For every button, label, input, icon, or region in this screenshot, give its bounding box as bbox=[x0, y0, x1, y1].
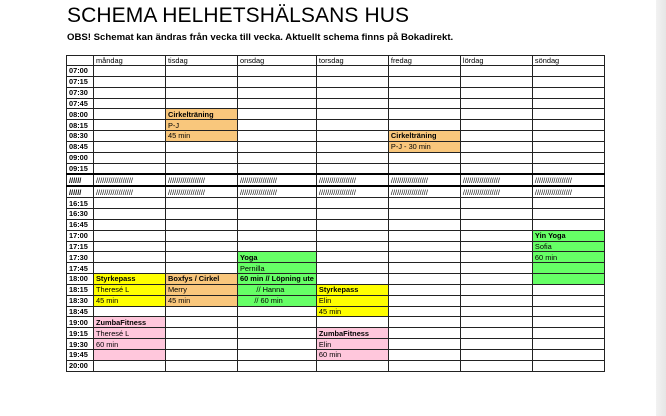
empty-cell bbox=[388, 76, 460, 87]
time-cell: 16:15 bbox=[67, 198, 94, 209]
class-cell: Theresé L bbox=[94, 284, 166, 295]
table-row bbox=[67, 198, 605, 209]
empty-cell bbox=[238, 219, 317, 230]
table-row bbox=[67, 284, 605, 295]
class-cell: ZumbaFitness bbox=[316, 328, 388, 339]
empty-cell bbox=[166, 230, 238, 241]
empty-cell bbox=[316, 252, 388, 263]
class-cell: 45 min bbox=[166, 295, 238, 306]
time-cell: 19:45 bbox=[67, 349, 94, 360]
table-row bbox=[67, 252, 605, 263]
empty-cell bbox=[166, 306, 238, 317]
time-cell: 08:45 bbox=[67, 141, 94, 152]
empty-cell bbox=[532, 76, 604, 87]
class-cell: Elin bbox=[316, 339, 388, 350]
time-cell: 18:15 bbox=[67, 284, 94, 295]
empty-cell bbox=[94, 306, 166, 317]
empty-cell bbox=[388, 306, 460, 317]
empty-cell bbox=[94, 131, 166, 142]
empty-cell bbox=[316, 163, 388, 174]
empty-cell bbox=[238, 120, 317, 131]
empty-cell bbox=[166, 198, 238, 209]
class-cell: ZumbaFitness bbox=[94, 317, 166, 328]
empty-cell bbox=[166, 76, 238, 87]
empty-cell bbox=[460, 141, 532, 152]
table-row bbox=[67, 163, 605, 174]
break-cell: ////////////////// bbox=[94, 174, 166, 186]
table-row bbox=[67, 263, 605, 274]
empty-cell bbox=[388, 98, 460, 109]
table-row bbox=[67, 274, 605, 285]
empty-cell bbox=[388, 163, 460, 174]
empty-cell bbox=[388, 66, 460, 77]
empty-cell bbox=[388, 109, 460, 120]
empty-cell bbox=[238, 109, 317, 120]
empty-cell bbox=[460, 360, 532, 371]
empty-cell bbox=[94, 163, 166, 174]
time-cell: 07:00 bbox=[67, 66, 94, 77]
header-corner bbox=[67, 56, 94, 66]
time-cell: 09:15 bbox=[67, 163, 94, 174]
class-cell: Cirkelträning bbox=[388, 131, 460, 142]
empty-cell bbox=[532, 317, 604, 328]
empty-cell bbox=[238, 339, 317, 350]
table-row bbox=[67, 339, 605, 350]
empty-cell bbox=[238, 306, 317, 317]
empty-cell bbox=[460, 208, 532, 219]
table-row bbox=[67, 219, 605, 230]
empty-cell bbox=[532, 328, 604, 339]
empty-cell bbox=[460, 198, 532, 209]
empty-cell bbox=[388, 339, 460, 350]
empty-cell bbox=[316, 66, 388, 77]
empty-cell bbox=[532, 306, 604, 317]
break-cell: ////////////////// bbox=[388, 174, 460, 186]
empty-cell bbox=[460, 163, 532, 174]
empty-cell bbox=[532, 339, 604, 350]
empty-cell bbox=[316, 98, 388, 109]
class-cell: Theresé L bbox=[94, 328, 166, 339]
empty-cell bbox=[166, 339, 238, 350]
empty-cell bbox=[94, 230, 166, 241]
empty-cell bbox=[166, 66, 238, 77]
empty-cell bbox=[94, 120, 166, 131]
empty-cell bbox=[388, 87, 460, 98]
empty-cell bbox=[388, 230, 460, 241]
break-cell: ////////////////// bbox=[166, 186, 238, 197]
empty-cell bbox=[238, 208, 317, 219]
class-cell: Yin Yoga bbox=[532, 230, 604, 241]
time-cell: 19:00 bbox=[67, 317, 94, 328]
empty-cell bbox=[316, 198, 388, 209]
empty-cell bbox=[532, 219, 604, 230]
table-row bbox=[67, 241, 605, 252]
break-cell: ////////////////// bbox=[238, 186, 317, 197]
empty-cell bbox=[166, 252, 238, 263]
empty-cell bbox=[532, 120, 604, 131]
time-cell: 18:00 bbox=[67, 274, 94, 285]
break-cell: ////////////////// bbox=[238, 174, 317, 186]
class-cell: 60 min bbox=[532, 252, 604, 263]
empty-cell bbox=[460, 152, 532, 163]
time-cell: 17:00 bbox=[67, 230, 94, 241]
table-row bbox=[67, 208, 605, 219]
class-cell: 60 min bbox=[94, 339, 166, 350]
class-cell: Styrkepass bbox=[94, 274, 166, 285]
empty-cell bbox=[316, 219, 388, 230]
empty-cell bbox=[316, 76, 388, 87]
empty-cell bbox=[388, 198, 460, 209]
empty-cell bbox=[238, 131, 317, 142]
empty-cell bbox=[388, 120, 460, 131]
class-cell: P-J bbox=[166, 120, 238, 131]
empty-cell bbox=[238, 328, 317, 339]
empty-cell bbox=[388, 295, 460, 306]
empty-cell bbox=[94, 241, 166, 252]
empty-cell bbox=[460, 295, 532, 306]
class-cell: Pernilla bbox=[238, 263, 317, 274]
break-cell: ////////////////// bbox=[532, 174, 604, 186]
break-cell: ////////////////// bbox=[316, 186, 388, 197]
empty-cell bbox=[388, 274, 460, 285]
time-cell: 16:30 bbox=[67, 208, 94, 219]
table-row bbox=[67, 230, 605, 241]
table-row bbox=[67, 66, 605, 77]
class-cell: Elin bbox=[316, 295, 388, 306]
table-row bbox=[67, 98, 605, 109]
break-cell: ////////////////// bbox=[166, 174, 238, 186]
table-row bbox=[67, 317, 605, 328]
day-header-6: söndag bbox=[532, 56, 604, 66]
empty-cell bbox=[238, 87, 317, 98]
empty-cell bbox=[316, 274, 388, 285]
empty-cell bbox=[316, 131, 388, 142]
empty-cell bbox=[94, 219, 166, 230]
day-header-0: måndag bbox=[94, 56, 166, 66]
class-cell: 45 min bbox=[316, 306, 388, 317]
header-row bbox=[67, 56, 605, 66]
empty-cell bbox=[532, 360, 604, 371]
empty-cell bbox=[532, 163, 604, 174]
empty-cell bbox=[166, 360, 238, 371]
empty-cell bbox=[238, 152, 317, 163]
empty-cell bbox=[460, 76, 532, 87]
empty-cell bbox=[94, 98, 166, 109]
empty-cell bbox=[460, 349, 532, 360]
empty-cell bbox=[388, 328, 460, 339]
table-row bbox=[67, 76, 605, 87]
day-header-5: lördag bbox=[460, 56, 532, 66]
empty-cell bbox=[460, 219, 532, 230]
empty-cell bbox=[316, 241, 388, 252]
empty-cell bbox=[94, 263, 166, 274]
table-row bbox=[67, 306, 605, 317]
empty-cell bbox=[388, 241, 460, 252]
break-cell: ////////////////// bbox=[460, 174, 532, 186]
table-row bbox=[67, 120, 605, 131]
class-cell: 60 min bbox=[316, 349, 388, 360]
empty-cell bbox=[532, 66, 604, 77]
time-cell: 09:00 bbox=[67, 152, 94, 163]
empty-cell bbox=[94, 141, 166, 152]
break-cell: ////////////////// bbox=[388, 186, 460, 197]
class-cell: Yoga bbox=[238, 252, 317, 263]
empty-cell bbox=[460, 87, 532, 98]
empty-cell bbox=[316, 120, 388, 131]
empty-cell bbox=[460, 120, 532, 131]
class-cell: P-J - 30 min bbox=[388, 141, 460, 152]
empty-cell bbox=[460, 339, 532, 350]
table-row bbox=[67, 349, 605, 360]
schedule-note: OBS! Schemat kan ändras från vecka till vecka. Aktuellt schema finns på Bokadirekt. bbox=[67, 32, 454, 43]
day-header-4: fredag bbox=[388, 56, 460, 66]
schedule-table bbox=[66, 55, 605, 372]
break-cell: ////////////////// bbox=[460, 186, 532, 197]
time-cell: 20:00 bbox=[67, 360, 94, 371]
class-cell: 60 min // Löpning ute bbox=[238, 274, 317, 285]
class-cell: Styrkepass bbox=[316, 284, 388, 295]
class-cell: Boxfys / Cirkel bbox=[166, 274, 238, 285]
time-cell: 17:15 bbox=[67, 241, 94, 252]
empty-cell bbox=[166, 263, 238, 274]
empty-cell bbox=[532, 295, 604, 306]
table-row bbox=[67, 152, 605, 163]
empty-cell bbox=[94, 109, 166, 120]
break-cell: ////////////////// bbox=[94, 186, 166, 197]
class-cell bbox=[94, 349, 166, 360]
time-cell: 08:15 bbox=[67, 120, 94, 131]
empty-cell bbox=[316, 109, 388, 120]
empty-cell bbox=[460, 109, 532, 120]
empty-cell bbox=[388, 317, 460, 328]
empty-cell bbox=[460, 241, 532, 252]
time-cell: 08:30 bbox=[67, 131, 94, 142]
empty-cell bbox=[94, 198, 166, 209]
class-cell: // Hanna bbox=[238, 284, 317, 295]
time-cell: 08:00 bbox=[67, 109, 94, 120]
class-cell: 45 min bbox=[166, 131, 238, 142]
empty-cell bbox=[316, 263, 388, 274]
empty-cell bbox=[166, 163, 238, 174]
empty-cell bbox=[238, 360, 317, 371]
empty-cell bbox=[94, 360, 166, 371]
empty-cell bbox=[316, 87, 388, 98]
time-cell: 07:15 bbox=[67, 76, 94, 87]
empty-cell bbox=[460, 274, 532, 285]
break-cell: ////////////////// bbox=[532, 186, 604, 197]
empty-cell bbox=[316, 152, 388, 163]
class-cell bbox=[532, 263, 604, 274]
empty-cell bbox=[166, 141, 238, 152]
class-cell: 45 min bbox=[94, 295, 166, 306]
time-cell: 19:15 bbox=[67, 328, 94, 339]
empty-cell bbox=[532, 208, 604, 219]
empty-cell bbox=[316, 141, 388, 152]
empty-cell bbox=[460, 131, 532, 142]
empty-cell bbox=[460, 306, 532, 317]
time-cell: 16:45 bbox=[67, 219, 94, 230]
empty-cell bbox=[532, 152, 604, 163]
time-cell: 19:30 bbox=[67, 339, 94, 350]
time-cell: 07:45 bbox=[67, 98, 94, 109]
empty-cell bbox=[238, 98, 317, 109]
class-cell: Cirkelträning bbox=[166, 109, 238, 120]
empty-cell bbox=[238, 163, 317, 174]
empty-cell bbox=[532, 131, 604, 142]
time-cell: 17:45 bbox=[67, 263, 94, 274]
empty-cell bbox=[94, 252, 166, 263]
empty-cell bbox=[460, 98, 532, 109]
empty-cell bbox=[94, 208, 166, 219]
empty-cell bbox=[388, 263, 460, 274]
table-row bbox=[67, 131, 605, 142]
empty-cell bbox=[388, 360, 460, 371]
empty-cell bbox=[460, 66, 532, 77]
empty-cell bbox=[238, 141, 317, 152]
empty-cell bbox=[166, 152, 238, 163]
empty-cell bbox=[94, 76, 166, 87]
class-cell: Sofia bbox=[532, 241, 604, 252]
empty-cell bbox=[238, 241, 317, 252]
table-row bbox=[67, 109, 605, 120]
empty-cell bbox=[532, 109, 604, 120]
empty-cell bbox=[94, 66, 166, 77]
empty-cell bbox=[532, 87, 604, 98]
empty-cell bbox=[388, 284, 460, 295]
empty-cell bbox=[532, 98, 604, 109]
empty-cell bbox=[316, 360, 388, 371]
empty-cell bbox=[94, 152, 166, 163]
page-edge-shadow bbox=[656, 0, 666, 416]
day-header-2: onsdag bbox=[238, 56, 317, 66]
time-break-cell: ////// bbox=[67, 186, 94, 197]
class-cell: // 60 min bbox=[238, 295, 317, 306]
empty-cell bbox=[238, 349, 317, 360]
empty-cell bbox=[94, 87, 166, 98]
day-header-1: tisdag bbox=[166, 56, 238, 66]
table-row bbox=[67, 141, 605, 152]
empty-cell bbox=[316, 208, 388, 219]
class-cell bbox=[532, 274, 604, 285]
empty-cell bbox=[460, 230, 532, 241]
empty-cell bbox=[388, 252, 460, 263]
empty-cell bbox=[166, 328, 238, 339]
table-row bbox=[67, 295, 605, 306]
time-cell: 07:30 bbox=[67, 87, 94, 98]
table-row bbox=[67, 328, 605, 339]
empty-cell bbox=[166, 208, 238, 219]
empty-cell bbox=[166, 349, 238, 360]
empty-cell bbox=[460, 284, 532, 295]
empty-cell bbox=[166, 317, 238, 328]
empty-cell bbox=[166, 98, 238, 109]
break-cell: ////////////////// bbox=[316, 174, 388, 186]
table-row bbox=[67, 360, 605, 371]
time-break-cell: ////// bbox=[67, 174, 94, 186]
empty-cell bbox=[166, 87, 238, 98]
empty-cell bbox=[460, 317, 532, 328]
table-row bbox=[67, 87, 605, 98]
empty-cell bbox=[532, 284, 604, 295]
empty-cell bbox=[316, 317, 388, 328]
empty-cell bbox=[388, 349, 460, 360]
empty-cell bbox=[166, 219, 238, 230]
empty-cell bbox=[388, 152, 460, 163]
class-cell: Merry bbox=[166, 284, 238, 295]
empty-cell bbox=[532, 141, 604, 152]
time-cell: 17:30 bbox=[67, 252, 94, 263]
empty-cell bbox=[238, 198, 317, 209]
time-cell: 18:45 bbox=[67, 306, 94, 317]
empty-cell bbox=[316, 230, 388, 241]
empty-cell bbox=[532, 198, 604, 209]
empty-cell bbox=[460, 252, 532, 263]
empty-cell bbox=[238, 66, 317, 77]
empty-cell bbox=[238, 317, 317, 328]
empty-cell bbox=[460, 263, 532, 274]
empty-cell bbox=[460, 328, 532, 339]
empty-cell bbox=[388, 208, 460, 219]
empty-cell bbox=[238, 76, 317, 87]
table-row bbox=[67, 174, 605, 186]
table-row bbox=[67, 186, 605, 197]
time-cell: 18:30 bbox=[67, 295, 94, 306]
empty-cell bbox=[238, 230, 317, 241]
empty-cell bbox=[532, 349, 604, 360]
page-title: SCHEMA HELHETSHÄLSANS HUS bbox=[67, 4, 410, 27]
empty-cell bbox=[166, 241, 238, 252]
day-header-3: torsdag bbox=[316, 56, 388, 66]
empty-cell bbox=[388, 219, 460, 230]
